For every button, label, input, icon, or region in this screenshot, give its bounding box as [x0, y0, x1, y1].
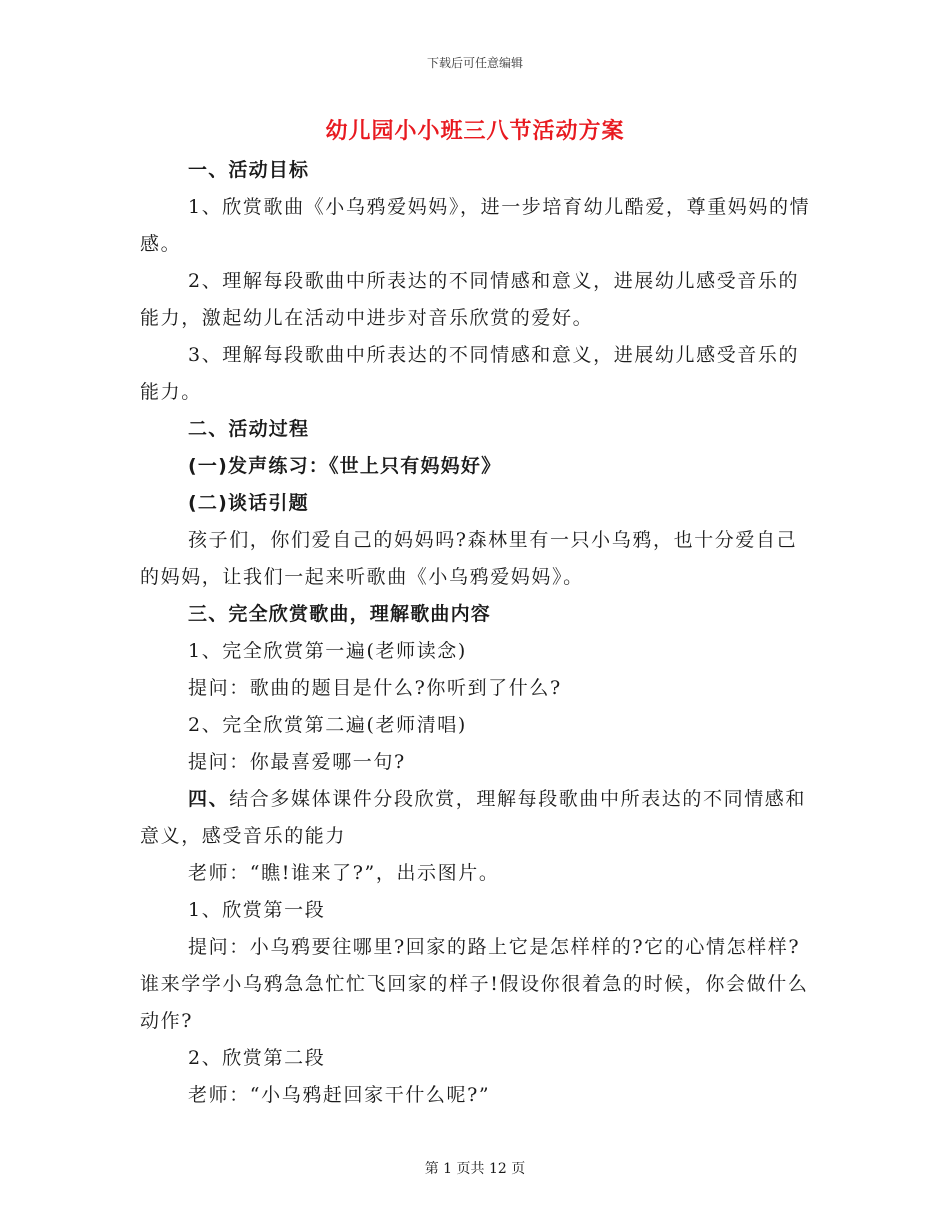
section-heading-full-listening: 三、完全欣赏歌曲，理解歌曲内容 [188, 603, 492, 625]
segment-2-heading: 2、欣赏第二段 [188, 1047, 326, 1069]
intro-talk-text: 孩子们，你们爱自己的妈妈吗?森林里有一只小乌鸦，也十分爱自己的妈妈，让我们一起来听歌曲《小乌鸦爱妈妈》。 [140, 529, 798, 588]
page-footer: 第 1 页共 12 页 [424, 1161, 526, 1177]
listening-step-2: 2、完全欣赏第二遍(老师清唱) [188, 714, 467, 736]
section-four-text: 结合多媒体课件分段欣赏，理解每段歌曲中所表达的不同情感和意义，感受音乐的能力 [140, 788, 807, 847]
teacher-line-1: 老师：“瞧!谁来了?”，出示图片。 [188, 862, 500, 884]
goal-item-1: 1、欣赏歌曲《小乌鸦爱妈妈》，进一步培育幼儿酷爱，尊重妈妈的情感。 [140, 196, 811, 255]
header-note: 下载后可任意编辑 [426, 56, 523, 70]
segment-1-heading: 1、欣赏第一段 [188, 899, 326, 921]
goal-item-3: 3、理解每段歌曲中所表达的不同情感和意义，进展幼儿感受音乐的能力。 [140, 344, 800, 403]
segment-1-questions: 提问：小乌鸦要往哪里?回家的路上它是怎样样的?它的心情怎样样?谁来学学小乌鸦急急忙忙飞回家的样子!假设你很着急的时候，你会做什么动作? [140, 936, 809, 1032]
document-title: 幼儿园小小班三八节活动方案 [325, 119, 625, 144]
section-four-paragraph [140, 781, 812, 855]
section-four-lead: 四、 [188, 788, 230, 810]
listening-question-1: 提问：歌曲的题目是什么?你听到了什么? [188, 677, 562, 699]
listening-step-1: 1、完全欣赏第一遍(老师读念) [188, 640, 467, 662]
section-heading-goals: 一、活动目标 [188, 159, 310, 181]
document-body [140, 152, 812, 1114]
goal-item-2: 2、理解每段歌曲中所表达的不同情感和意义，进展幼儿感受音乐的能力，激起幼儿在活动中进步对音乐欣赏的爱好。 [140, 270, 800, 329]
subheading-intro-talk: (二)谈话引题 [188, 492, 309, 514]
listening-question-2: 提问：你最喜爱哪一句? [188, 751, 406, 773]
section-heading-process: 二、活动过程 [188, 418, 310, 440]
subheading-vocal-practice: (一)发声练习：《世上只有妈妈好》 [188, 455, 502, 477]
teacher-line-2: 老师：“小乌鸦赶回家干什么呢?” [188, 1084, 491, 1106]
